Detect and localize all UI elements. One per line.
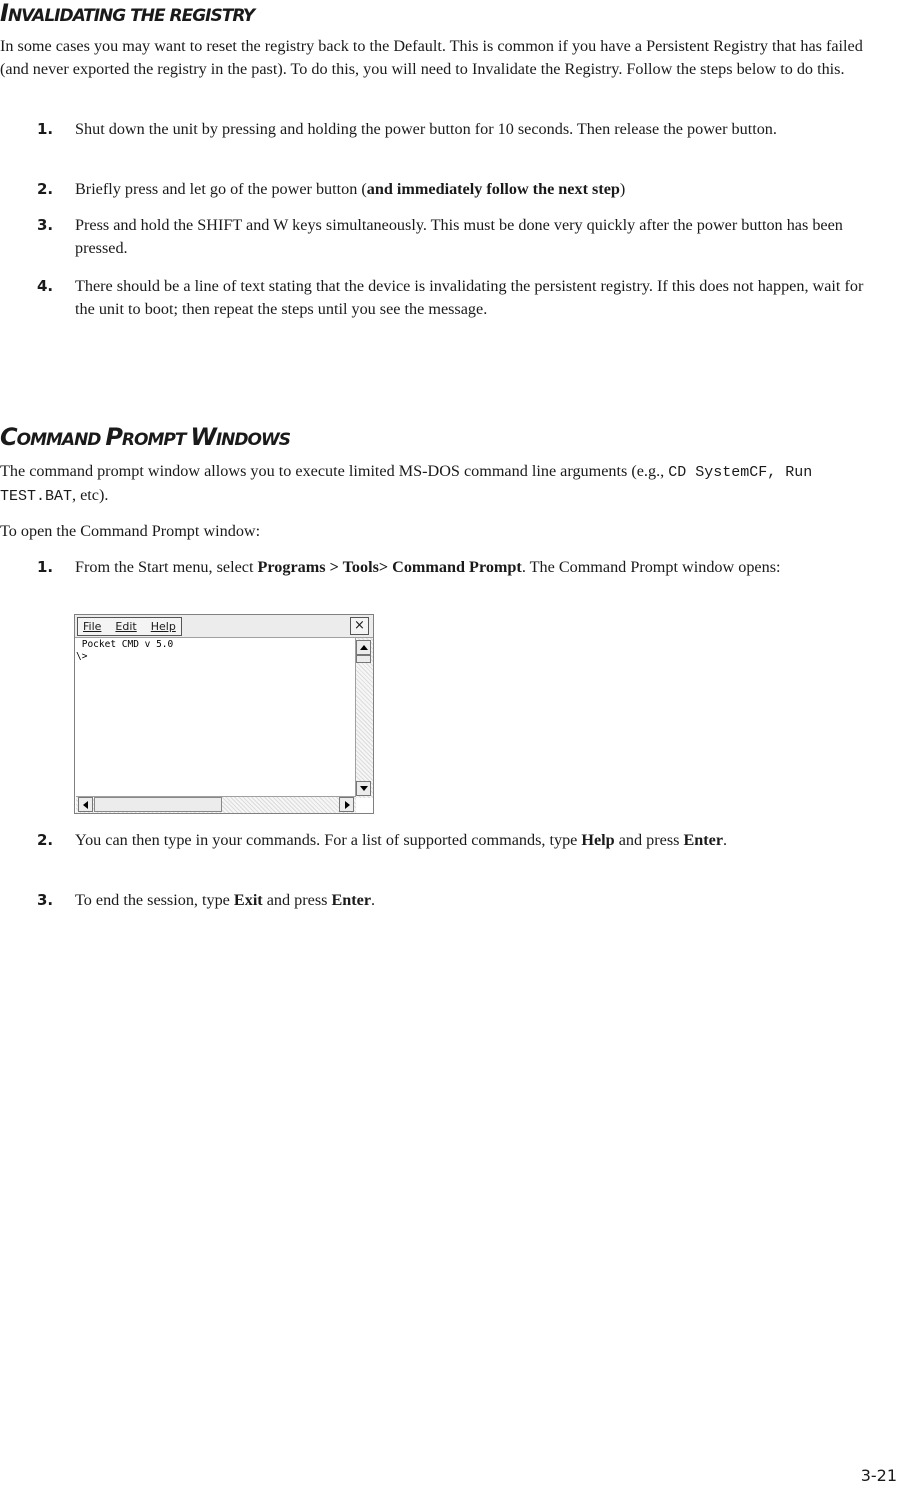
command-prompt-intro: The command prompt window allows you to execute limited MS-DOS command line arguments (e.g., CD SystemCF, Run TEST.BAT, etc).	[0, 462, 813, 505]
command-prompt-window	[74, 614, 374, 814]
list-item: 2. Briefly press and let go of the power button (and immediately follow the next step)	[37, 180, 626, 198]
horizontal-scrollbar[interactable]	[76, 796, 356, 813]
scroll-left-button[interactable]	[78, 797, 93, 812]
scroll-up-button[interactable]	[356, 640, 371, 655]
scroll-down-button[interactable]	[356, 781, 371, 796]
console-output[interactable]	[76, 639, 356, 795]
menu-edit[interactable]: Edit	[115, 620, 137, 633]
menu-bar	[75, 615, 373, 638]
console-line: Pocket CMD v 5.0	[76, 639, 174, 650]
list-item: 3. To end the session, type Exit and press Enter.	[37, 891, 376, 909]
arrow-left-icon	[83, 801, 88, 809]
console-prompt: \>	[76, 651, 88, 662]
menu-group	[77, 617, 182, 636]
page-number: 3-21	[860, 1466, 897, 1485]
list-item: 2. You can then type in your commands. For a list of supported commands, type Help and press Enter.	[37, 831, 728, 849]
vertical-scrollbar[interactable]	[355, 638, 373, 798]
list-item: 1. From the Start menu, select Programs > Tools> Command Prompt. The Command Prompt window opens:	[37, 558, 781, 576]
arrow-down-icon	[360, 786, 368, 791]
list-item: 4. There should be a line of text stating that the device is invalidating the persistent registry. If this does not happen, wait for the unit to boot; then repeat the steps until you see the message.	[37, 277, 864, 318]
intro-paragraph: In some cases you may want to reset the registry back to the Default. This is common if you have a Persistent Registry that has failed (and never exported the registry in the past). To do this, you will need to Invalidate the Registry. Follow the steps below to do this.	[0, 37, 863, 78]
vertical-scroll-thumb[interactable]	[356, 655, 371, 663]
section-heading-invalidating-registry: INVALIDATING THE REGISTRY	[0, 0, 255, 27]
list-item: 3. Press and hold the SHIFT and W keys simultaneously. This must be done very quickly after the power button has been pressed.	[37, 216, 843, 257]
open-instructions: To open the Command Prompt window:	[0, 522, 261, 540]
close-button[interactable]: ×	[350, 617, 369, 635]
arrow-right-icon	[345, 801, 350, 809]
menu-help[interactable]: Help	[150, 620, 176, 633]
arrow-up-icon	[360, 645, 368, 650]
menu-file[interactable]: File	[83, 620, 102, 633]
scroll-right-button[interactable]	[339, 797, 354, 812]
list-item: 1. Shut down the unit by pressing and holding the power button for 10 seconds. Then release the power button.	[37, 120, 777, 138]
section-heading-command-prompt: COMMAND PROMPT WINDOWS	[0, 423, 290, 451]
horizontal-scroll-thumb[interactable]	[94, 797, 222, 812]
